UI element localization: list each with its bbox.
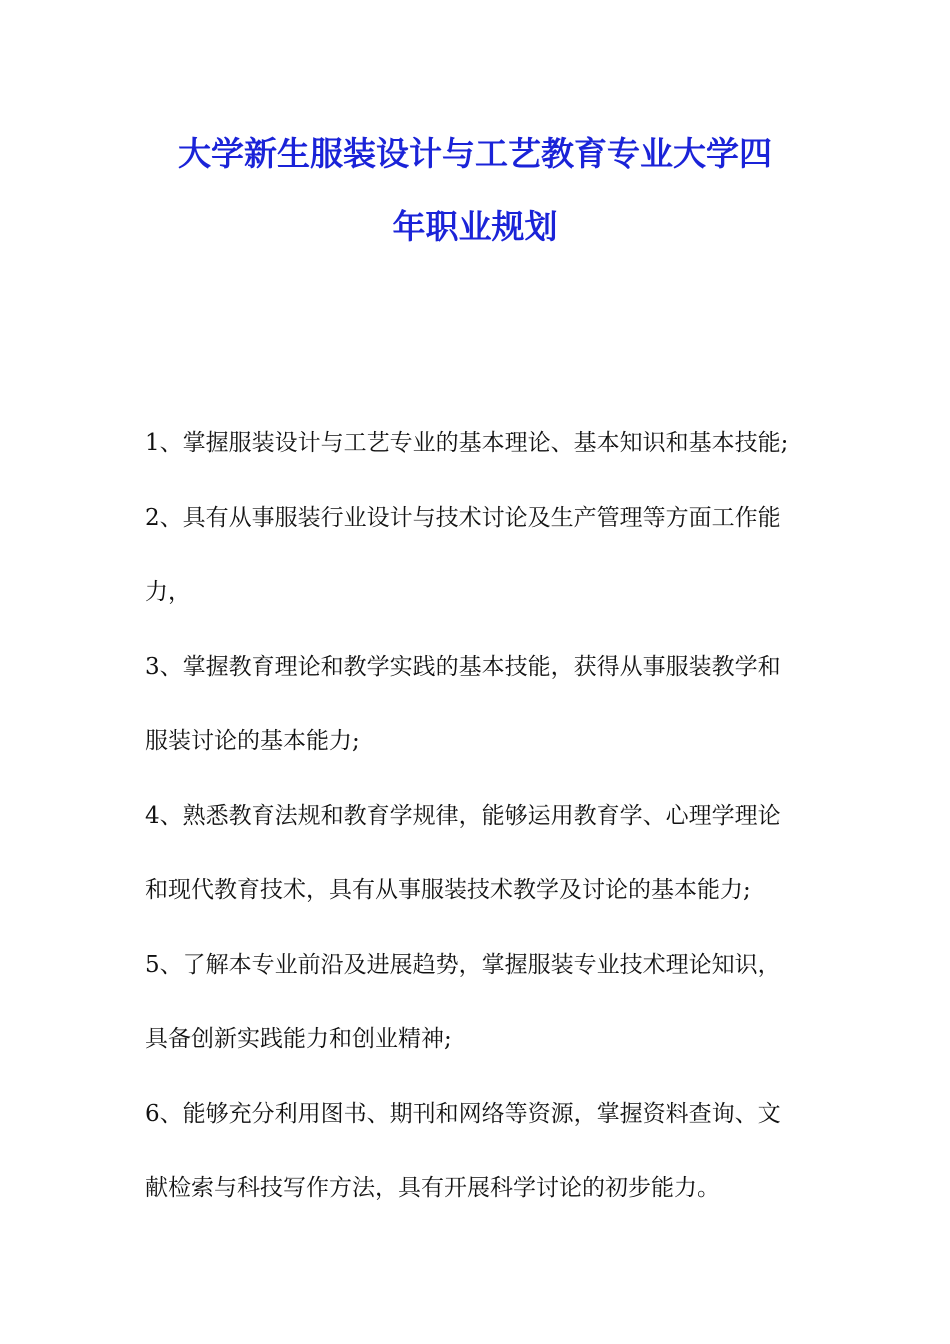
body-line-item-4-cont: 和现代教育技术，具有从事服装技术教学及讨论的基本能力; (145, 877, 751, 903)
body-line-item-3: 3、掌握教育理论和教学实践的基本技能，获得从事服装教学和 (145, 653, 781, 680)
body-line-item-2: 2、具有从事服装行业设计与技术讨论及生产管理等方面工作能 (145, 504, 781, 531)
body-line-item-2-cont: 力， (145, 579, 191, 605)
body-line-item-1: 1、掌握服装设计与工艺专业的基本理论、基本知识和基本技能; (145, 430, 789, 456)
document-title-line-1: 大学新生服装设计与工艺教育专业大学四 (178, 134, 772, 173)
body-line-item-4: 4、熟悉教育法规和教育学规律，能够运用教育学、心理学理论 (145, 802, 781, 829)
body-line-item-5-cont: 具备创新实践能力和创业精神; (145, 1026, 452, 1052)
body-line-item-6-cont: 献检索与科技写作方法，具有开展科学讨论的初步能力。 (145, 1175, 720, 1201)
document-body (145, 406, 825, 1226)
body-line-item-6: 6、能够充分利用图书、期刊和网络等资源，掌握资料查询、文 (145, 1100, 781, 1127)
body-line-item-5: 5、了解本专业前沿及进展趋势，掌握服装专业技术理论知识， (145, 951, 781, 978)
body-line-item-3-cont: 服装讨论的基本能力; (145, 728, 360, 754)
document-title-line-2: 年职业规划 (392, 207, 558, 246)
